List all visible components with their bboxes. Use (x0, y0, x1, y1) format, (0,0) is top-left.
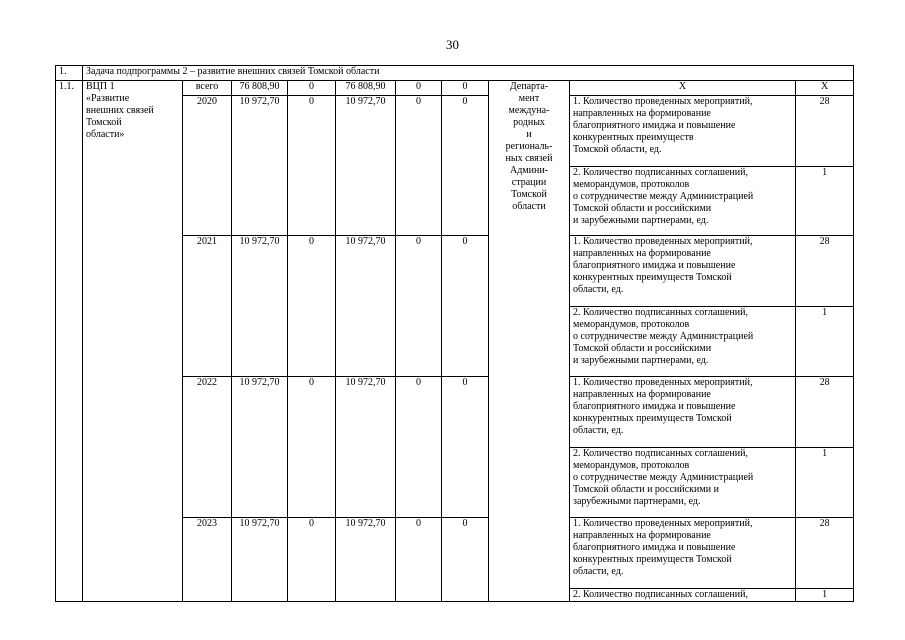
year-regional: 10 972,70 (336, 236, 396, 377)
year-total: 10 972,70 (232, 96, 288, 236)
indicator-text: 1. Количество проведенных мероприятий, направленных на формирование благоприятного имиджа и повышение конкурентных преимуществ Томской области, ед. (570, 96, 796, 167)
year-other: 0 (442, 377, 489, 518)
program-name: ВЦП 1 «Развитие внешних связей Томской области» (83, 81, 183, 602)
indicator-text: 1. Количество проведенных мероприятий, направленных на формирование благоприятного имиджа и повышение конкурентных преимуществ Томской области, ед. (570, 518, 796, 589)
indicator-value: 28 (796, 96, 854, 167)
indicator-value: 28 (796, 518, 854, 589)
department-name: Департа- мент междуна- родных и региональ- ных связей Админи- страции Томской области (489, 81, 570, 602)
indicator-value: 1 (796, 307, 854, 377)
year-federal: 0 (288, 377, 336, 518)
year-cell: 2021 (183, 236, 232, 377)
year-cell: 2020 (183, 96, 232, 236)
total-local: 0 (396, 81, 442, 96)
task-row (56, 66, 854, 81)
indicator-value: 1 (796, 167, 854, 236)
indicator-text: 2. Количество подписанных соглашений, меморандумов, протоколов о сотрудничестве между Администрацией Томской области и российскими и зарубежными партнерами, ед. (570, 448, 796, 518)
indicator-value: 1 (796, 589, 854, 602)
year-other: 0 (442, 518, 489, 602)
year-federal: 0 (288, 96, 336, 236)
indicator-value: 28 (796, 377, 854, 448)
indicator-header-x: X (570, 81, 796, 96)
indicator-text: 1. Количество проведенных мероприятий, направленных на формирование благоприятного имиджа и повышение конкурентных преимуществ Томской области, ед. (570, 236, 796, 307)
indicator-text: 2. Количество подписанных соглашений, меморандумов, протоколов о сотрудничестве между Администрацией Томской области и российскими и зарубежными партнерами, ед. (570, 167, 796, 236)
year-local: 0 (396, 236, 442, 377)
year-other: 0 (442, 96, 489, 236)
indicator-value: 1 (796, 448, 854, 518)
year-total: 10 972,70 (232, 377, 288, 518)
year-regional: 10 972,70 (336, 518, 396, 602)
year-regional: 10 972,70 (336, 377, 396, 518)
indicator-text: 1. Количество проведенных мероприятий, направленных на формирование благоприятного имиджа и повышение конкурентных преимуществ Томской области, ед. (570, 377, 796, 448)
year-local: 0 (396, 96, 442, 236)
year-regional: 10 972,70 (336, 96, 396, 236)
year-local: 0 (396, 377, 442, 518)
year-federal: 0 (288, 518, 336, 602)
year-federal: 0 (288, 236, 336, 377)
total-regional: 76 808,90 (336, 81, 396, 96)
program-table (55, 65, 854, 602)
total-other: 0 (442, 81, 489, 96)
year-total: 10 972,70 (232, 518, 288, 602)
indicator-value: 28 (796, 236, 854, 307)
total-amount: 76 808,90 (232, 81, 288, 96)
indicator-text: 2. Количество подписанных соглашений, (570, 589, 796, 602)
year-local: 0 (396, 518, 442, 602)
year-cell: 2022 (183, 377, 232, 518)
task-number: 1. (56, 66, 83, 81)
indicator-text: 2. Количество подписанных соглашений, меморандумов, протоколов о сотрудничестве между Администрацией Томской области и российскими и зарубежными партнерами, ед. (570, 307, 796, 377)
target-header-x: X (796, 81, 854, 96)
year-cell: 2023 (183, 518, 232, 602)
total-label: всего (183, 81, 232, 96)
page-number: 30 (446, 37, 459, 52)
total-federal: 0 (288, 81, 336, 96)
task-title: Задача подпрограммы 2 – развитие внешних связей Томской области (83, 66, 854, 81)
program-number: 1.1. (56, 81, 83, 602)
year-total: 10 972,70 (232, 236, 288, 377)
year-other: 0 (442, 236, 489, 377)
total-row (56, 81, 854, 96)
